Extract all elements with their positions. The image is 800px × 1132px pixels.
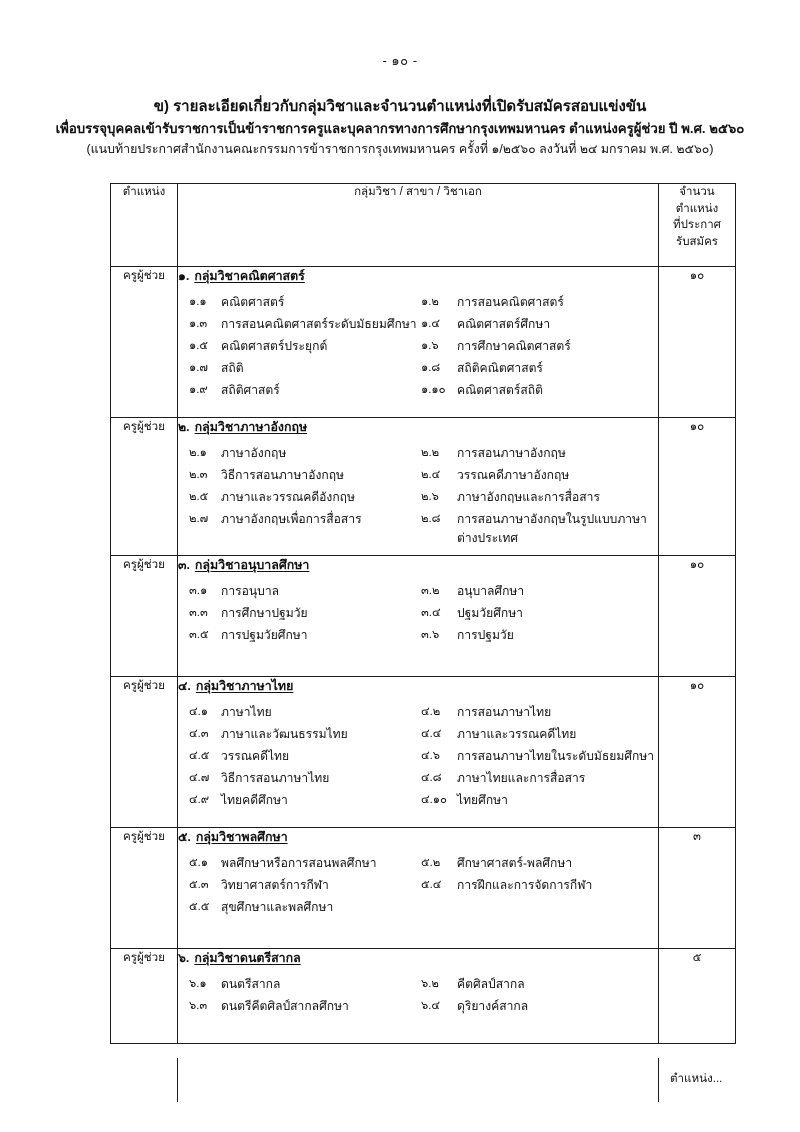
subject-item-number: ๔.๙	[189, 794, 210, 806]
subject-item-label: การศึกษาคณิตศาสตร์	[457, 339, 571, 353]
subject-item-label: คณิตศาสตร์ประยุกต์	[221, 339, 328, 353]
subject-item-label: การสอนภาษาอังกฤษ	[457, 446, 566, 460]
heading-title-line-2: เพื่อบรรจุบุคคลเข้ารับราชการเป็นข้าราชการครูและบุคลากรทางการศึกษากรุงเทพมหานคร ตำแหน่งครูผู้ช่วย ปี พ.ศ. ๒๕๖๐	[55, 121, 745, 136]
subject-group-name: กลุ่มวิชาภาษาไทย	[195, 679, 294, 693]
subject-item-number: ๑.๘	[421, 362, 441, 374]
subject-item-number: ๕.๒	[421, 857, 441, 869]
subject-group-title	[178, 949, 301, 968]
subject-item-number: ๖.๔	[421, 1000, 441, 1012]
column-header-count-line-2: ตำแหน่ง	[675, 202, 719, 215]
subject-item-label: การสอนภาษาอังกฤษในรูปแบบภาษาต่างประเทศ	[457, 512, 647, 545]
subject-item-label: การสอนภาษาไทย	[457, 705, 552, 719]
subject-item-label: วิธีการสอนภาษาอังกฤษ	[221, 468, 345, 482]
subject-group-name: กลุ่มวิชาคณิตศาสตร์	[194, 269, 305, 283]
subject-item-number: ๔.๓	[189, 728, 209, 740]
subject-item-number: ๑.๑	[189, 296, 207, 308]
subject-item-label: ไทยคดีศึกษา	[221, 793, 288, 807]
subject-item-label: พลศึกษาหรือการสอนพลศึกษา	[221, 856, 377, 870]
subject-item-number: ๒.๘	[421, 513, 441, 525]
subject-item-number: ๒.๕	[189, 491, 209, 503]
subject-item-label: อนุบาลศึกษา	[457, 584, 525, 598]
subject-group-number: ๓.	[178, 558, 190, 572]
subject-item-number: ๒.๔	[421, 469, 441, 481]
subject-item-grid	[189, 582, 658, 645]
subject-item-number: ๒.๗	[189, 513, 209, 525]
subject-item-label: ภาษาอังกฤษและการสื่อสาร	[457, 490, 600, 504]
subject-item-number: ๖.๓	[189, 1000, 208, 1012]
subject-group-number: ๒.	[178, 420, 190, 434]
subject-group-title	[178, 677, 293, 696]
subject-item-number: ๑.๗	[189, 362, 208, 374]
subject-group-name: กลุ่มวิชาภาษาอังกฤษ	[194, 420, 308, 434]
table-continuation-stub	[110, 1058, 735, 1102]
subject-item-number: ๖.๒	[421, 978, 439, 990]
cell-count: ๑๐	[659, 556, 736, 677]
subject-item-number: ๒.๑	[189, 447, 207, 459]
subject-item-number: ๑.๖	[421, 340, 439, 352]
table-row	[111, 267, 736, 418]
subject-item-label: สถิติคณิตศาสตร์	[457, 361, 543, 375]
column-header-subject-group: กลุ่มวิชา / สาขา / วิชาเอก	[178, 184, 659, 267]
cell-count: ๓	[659, 828, 736, 949]
subject-item-number: ๑.๔	[421, 318, 441, 330]
cell-subject-group	[178, 949, 659, 1044]
subject-item-label: ดนตรีคีตศิลป์สากลศึกษา	[221, 999, 349, 1013]
column-header-count-line-4: รับสมัคร	[676, 235, 718, 248]
subject-item-number: ๕.๔	[421, 879, 442, 891]
subject-item-label: คณิตศาสตร์สถิติ	[457, 383, 543, 397]
subject-item-label: สุขศึกษาและพลศึกษา	[221, 900, 334, 914]
cell-position: ครูผู้ช่วย	[111, 418, 178, 556]
subject-item-number: ๓.๑	[189, 585, 208, 597]
subject-item-number: ๔.๒	[421, 706, 441, 718]
subject-item-label: ปฐมวัยศึกษา	[457, 606, 523, 620]
table-row	[111, 418, 736, 556]
subject-item-label: ภาษาอังกฤษ	[221, 446, 287, 460]
subject-item-label: คณิตศาสตร์ศึกษา	[457, 317, 551, 331]
subject-item-label: ภาษาไทย	[221, 705, 272, 719]
subject-item-number: ๕.๕	[189, 901, 210, 913]
column-header-count	[659, 184, 736, 267]
subject-item-number: ๓.๖	[421, 629, 440, 641]
cell-count: ๑๐	[659, 677, 736, 828]
subject-group-title	[178, 828, 288, 847]
subject-item-number: ๔.๖	[421, 750, 441, 762]
subject-item-label: ภาษาและวรรณคดีไทย	[457, 727, 577, 741]
column-header-count-line-3: ที่ประกาศ	[673, 219, 721, 231]
continuation-divider-left	[177, 1058, 178, 1102]
subject-group-title	[178, 556, 309, 575]
column-header-position: ตำแหน่ง	[111, 184, 178, 267]
subject-item-label: วรรณคดีไทย	[221, 749, 290, 763]
document-heading	[0, 96, 800, 160]
subject-item-label: ภาษาและวัฒนธรรมไทย	[221, 727, 348, 741]
subject-item-label: การสอนคณิตศาสตร์	[457, 295, 564, 309]
subject-item-grid	[189, 975, 658, 1016]
subject-item-number: ๕.๓	[189, 879, 209, 891]
cell-count: ๑๐	[659, 267, 736, 418]
subject-item-number: ๖.๑	[189, 978, 207, 990]
subject-item-number: ๔.๗	[189, 772, 210, 784]
continuation-note: ตำแหน่ง...	[670, 1072, 723, 1085]
table-header-row	[111, 184, 736, 267]
subject-item-label: การสอนคณิตศาสตร์ระดับมัธยมศึกษา	[221, 317, 417, 331]
cell-position: ครูผู้ช่วย	[111, 828, 178, 949]
subject-item-number: ๓.๓	[189, 607, 208, 619]
subject-item-label: ภาษาอังกฤษเพื่อการสื่อสาร	[221, 512, 362, 526]
heading-title-line-1: ข) รายละเอียดเกี่ยวกับกลุ่มวิชาและจำนวนตำแหน่งที่เปิดรับสมัครสอบแข่งขัน	[153, 98, 647, 115]
subject-group-number: ๔.	[178, 679, 191, 693]
subject-item-number: ๑.๒	[421, 296, 439, 308]
subject-group-number: ๑.	[178, 269, 190, 283]
cell-subject-group	[178, 418, 659, 556]
subject-group-table	[110, 183, 736, 1044]
column-header-count-line-1: จำนวน	[679, 186, 715, 198]
heading-title-line-3: (แนบท้ายประกาศสำนักงานคณะกรรมการข้าราชการกรุงเทพมหานคร ครั้งที่ ๑/๒๕๖๐ ลงวันที่ ๒๔ มกราคม พ.ศ. ๒๕๖๐)	[86, 142, 714, 156]
subject-item-label: ภาษาและวรรณคดีอังกฤษ	[221, 490, 355, 504]
table-header	[111, 184, 736, 267]
subject-item-grid	[189, 703, 658, 810]
subject-group-number: ๕.	[178, 830, 191, 844]
subject-item-label: การปฐมวัยศึกษา	[221, 628, 308, 642]
subject-item-number: ๔.๘	[421, 772, 442, 784]
subject-item-label: วิทยาศาสตร์การกีฬา	[221, 878, 329, 892]
subject-item-number: ๓.๕	[189, 629, 209, 641]
subject-item-label: สถิติศาสตร์	[221, 383, 280, 397]
cell-subject-group	[178, 556, 659, 677]
cell-subject-group	[178, 828, 659, 949]
subject-item-number: ๔.๔	[421, 728, 442, 740]
subject-item-grid	[189, 293, 658, 400]
subject-group-name: กลุ่มวิชาอนุบาลศึกษา	[194, 558, 310, 572]
subject-item-label: วิธีการสอนภาษาไทย	[221, 771, 330, 785]
subject-item-number: ๕.๑	[189, 857, 209, 869]
page-number: - ๑๐ -	[382, 53, 418, 68]
table-row	[111, 677, 736, 828]
table-row	[111, 828, 736, 949]
cell-count: ๕	[659, 949, 736, 1044]
subject-item-number: ๒.๒	[421, 447, 440, 459]
subject-item-number: ๔.๑	[189, 706, 209, 718]
cell-count: ๑๐	[659, 418, 736, 556]
cell-position: ครูผู้ช่วย	[111, 267, 178, 418]
cell-subject-group	[178, 267, 659, 418]
subject-item-label: การอนุบาล	[221, 584, 280, 598]
table-row	[111, 949, 736, 1044]
subject-item-number: ๔.๑๐	[421, 794, 447, 806]
subject-item-label: ดนตรีสากล	[221, 977, 281, 991]
subject-item-number: ๑.๕	[189, 340, 209, 352]
subject-item-label: คีตศิลป์สากล	[457, 977, 525, 991]
subject-item-number: ๓.๒	[421, 585, 440, 597]
subject-item-number: ๑.๑๐	[421, 384, 446, 396]
cell-subject-group	[178, 677, 659, 828]
subject-item-label: วรรณคดีภาษาอังกฤษ	[457, 468, 570, 482]
subject-item-label: คณิตศาสตร์	[221, 295, 285, 309]
subject-item-number: ๓.๔	[421, 607, 441, 619]
subject-item-label: การสอนภาษาไทยในระดับมัธยมศึกษา	[457, 749, 655, 763]
subject-group-title	[178, 418, 307, 437]
cell-position: ครูผู้ช่วย	[111, 677, 178, 828]
subject-item-label: การฝึกและการจัดการกีฬา	[457, 878, 593, 892]
table-row	[111, 556, 736, 677]
subject-item-grid	[189, 854, 658, 917]
continuation-divider-right	[658, 1058, 659, 1102]
subject-item-number: ๑.๙	[189, 384, 208, 396]
subject-item-label: ภาษาไทยและการสื่อสาร	[457, 771, 586, 785]
table-body	[111, 267, 736, 1044]
subject-item-label: ศึกษาศาสตร์-พลศึกษา	[457, 856, 573, 870]
subject-item-label: สถิติ	[221, 361, 244, 375]
subject-item-number: ๔.๕	[189, 750, 210, 762]
subject-item-label: ดุริยางค์สากล	[457, 999, 529, 1013]
subject-item-number: ๑.๓	[189, 318, 208, 330]
subject-group-number: ๖.	[178, 951, 190, 965]
subject-item-grid	[189, 444, 658, 548]
cell-position: ครูผู้ช่วย	[111, 949, 178, 1044]
cell-position: ครูผู้ช่วย	[111, 556, 178, 677]
subject-item-number: ๒.๖	[421, 491, 439, 503]
subject-item-label: การปฐมวัย	[457, 628, 514, 642]
subject-item-label: การศึกษาปฐมวัย	[221, 606, 308, 620]
subject-group-title	[178, 267, 305, 286]
subject-group-name: กลุ่มวิชาพลศึกษา	[195, 830, 288, 844]
subject-group-name: กลุ่มวิชาดนตรีสากล	[194, 951, 301, 965]
subject-item-label: ไทยศึกษา	[457, 793, 508, 807]
subject-item-number: ๒.๓	[189, 469, 208, 481]
